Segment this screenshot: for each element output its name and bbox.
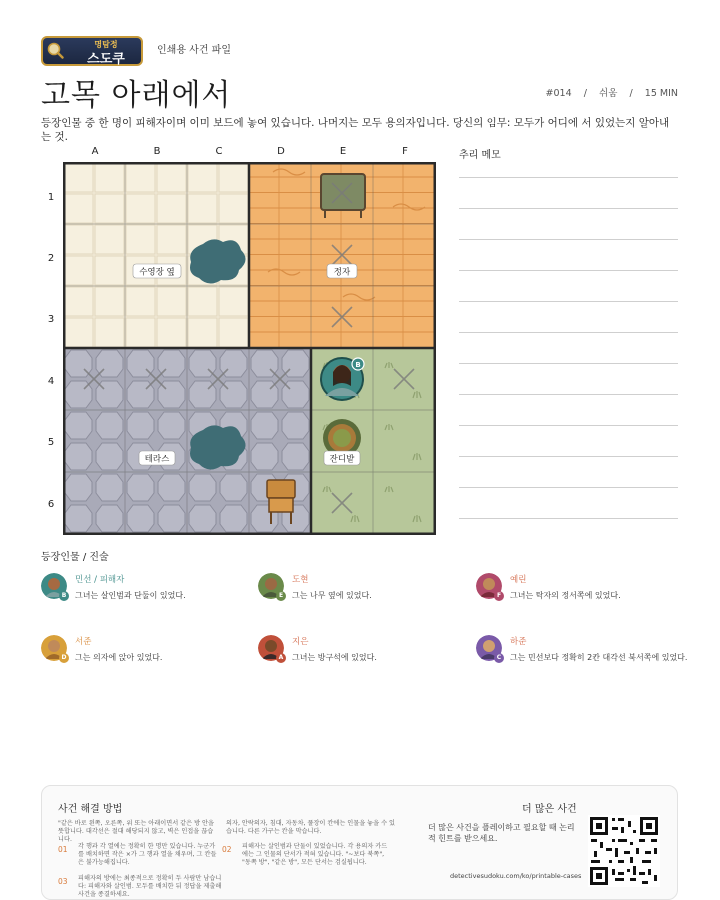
more-cases-link[interactable]: detectivesudoku.com/ko/printable-cases <box>450 872 582 880</box>
meta-separator: / <box>583 88 587 99</box>
suspect-card <box>258 573 478 603</box>
victim-token <box>321 358 364 400</box>
column-header-a: A <box>91 146 99 157</box>
column-header-c: C <box>215 146 223 157</box>
column-header-e: E <box>339 146 347 157</box>
rules-intro: "같은 바로 왼쪽, 오른쪽, 위 또는 아래이면서 같은 방 안을 뜻합니다. 대각선은 절대 해당되지 않고, 벽은 인접을 끊습니다. <box>58 820 214 843</box>
note-line <box>459 394 678 395</box>
note-line <box>459 177 678 178</box>
more-cases-text: 더 많은 사건을 플레이하고 필요할 때 논리적 힌트를 받으세요. <box>428 823 575 843</box>
row-header-1: 1 <box>47 192 55 203</box>
note-line <box>459 239 678 240</box>
column-header-f: F <box>402 146 408 157</box>
suspect-card <box>258 635 478 665</box>
region-label-gazebo <box>327 264 357 278</box>
note-line <box>459 208 678 209</box>
row-header-5: 5 <box>47 437 55 448</box>
suspect-statement: 그녀는 방구석에 있었다. <box>292 653 377 662</box>
note-line <box>459 456 678 457</box>
logo-tagline: 명탐정 <box>94 40 118 49</box>
case-meta <box>546 85 678 99</box>
qr-code[interactable] <box>588 815 660 887</box>
row-header-4: 4 <box>47 376 55 387</box>
row-header-3: 3 <box>47 314 55 325</box>
column-header-b: B <box>153 146 161 157</box>
note-line <box>459 363 678 364</box>
svg-text:수영장 옆: 수영장 옆 <box>139 267 175 278</box>
suspect-name: 도현 <box>292 575 309 585</box>
svg-text:테라스: 테라스 <box>144 454 170 465</box>
suspects-title: 등장인물 / 진술 <box>41 552 109 563</box>
note-line <box>459 425 678 426</box>
svg-text:잔디밭: 잔디밭 <box>329 454 355 465</box>
suspect-card <box>41 635 261 665</box>
step-text: 각 행과 각 열에는 정확히 한 명만 있습니다. 누군가를 배치하면 작은 ×가 그 행과 열을 채우며, 그 칸들은 불가능해집니다. <box>78 843 217 866</box>
duration-label: 15 MIN <box>644 88 678 99</box>
suspect-name: 서준 <box>75 637 92 647</box>
case-number: #014 <box>545 88 572 99</box>
suspect-name: 민선 / 피해자 <box>75 575 125 585</box>
suspect-name: 지은 <box>292 637 309 647</box>
intro-text: 등장인물 중 한 명이 피해자이며 이미 보드에 놓여 있습니다. 나머지는 모두 용의자입니다. 당신의 임무: 모두가 어디에 서 있었는지 알아내는 것. <box>41 117 670 143</box>
rules-more: 의자, 안락의자, 침대, 자동차, 풀장이 칸에는 인물을 놓을 수 있습니다. 다른 가구는 칸을 막습니다. <box>226 820 396 835</box>
suspect-card <box>476 635 696 665</box>
region-label-lawn <box>324 451 360 465</box>
note-line <box>459 270 678 271</box>
suspect-badge: E <box>276 591 286 601</box>
step-number: 03 <box>58 877 68 886</box>
page-subtitle: 인쇄용 사건 파일 <box>157 45 231 56</box>
suspect-statement: 그는 나무 옆에 있었다. <box>292 591 372 600</box>
row-header-6: 6 <box>47 499 55 510</box>
difficulty-label: 쉬움 <box>599 88 618 99</box>
more-cases-title: 더 많은 사건 <box>522 804 577 815</box>
column-header-d: D <box>277 146 285 157</box>
puzzle-board <box>63 162 436 535</box>
victim-badge: B <box>355 361 361 369</box>
step-number: 01 <box>58 845 68 854</box>
notes-title: 추리 메모 <box>459 150 501 161</box>
note-line <box>459 487 678 488</box>
meta-separator: / <box>629 88 633 99</box>
suspect-card <box>41 573 261 603</box>
row-header-2: 2 <box>47 253 55 264</box>
suspect-name: 하준 <box>510 637 527 647</box>
suspect-card <box>476 573 696 603</box>
note-line <box>459 518 678 519</box>
region-label-poolside <box>133 264 181 278</box>
region-label-terrace <box>139 451 175 465</box>
suspect-statement: 그는 민선보다 정확히 2칸 대각선 북서쪽에 있었다. <box>510 653 688 662</box>
suspect-statement: 그녀는 살인범과 단둘이 있었다. <box>75 591 186 600</box>
how-to-title: 사건 해결 방법 <box>58 804 123 815</box>
page-title: 고목 아래에서 <box>41 78 232 113</box>
suspect-badge: B <box>59 591 69 601</box>
step-number: 02 <box>222 845 232 854</box>
step-text: 피해자의 방에는 최종적으로 정확히 두 사람만 남습니다: 피해자와 살인범. 모두를 배치한 뒤 정답을 제출해 사건을 종결하세요. <box>78 875 222 898</box>
logo-wordmark: 스도쿠 <box>87 52 125 67</box>
brand-logo <box>41 36 143 66</box>
note-line <box>459 301 678 302</box>
note-line <box>459 332 678 333</box>
suspect-statement: 그녀는 탁자의 정서쪽에 있었다. <box>510 591 621 600</box>
suspect-badge: C <box>494 653 504 663</box>
suspect-badge: F <box>494 591 504 601</box>
suspect-statement: 그는 의자에 앉아 있었다. <box>75 653 163 662</box>
suspect-badge: A <box>276 653 286 663</box>
suspect-badge: D <box>59 653 69 663</box>
magnifier-icon <box>46 41 64 59</box>
suspect-name: 예린 <box>510 575 527 585</box>
step-text: 피해자는 살인범과 단둘이 있었습니다. 각 용의자 카드에는 그 인물의 단서가 적혀 있습니다. "~보다 북쪽", "동쪽 방", "같은 방", 모든 단서는 검실됩니다. <box>242 843 388 866</box>
svg-text:정자: 정자 <box>333 267 351 278</box>
